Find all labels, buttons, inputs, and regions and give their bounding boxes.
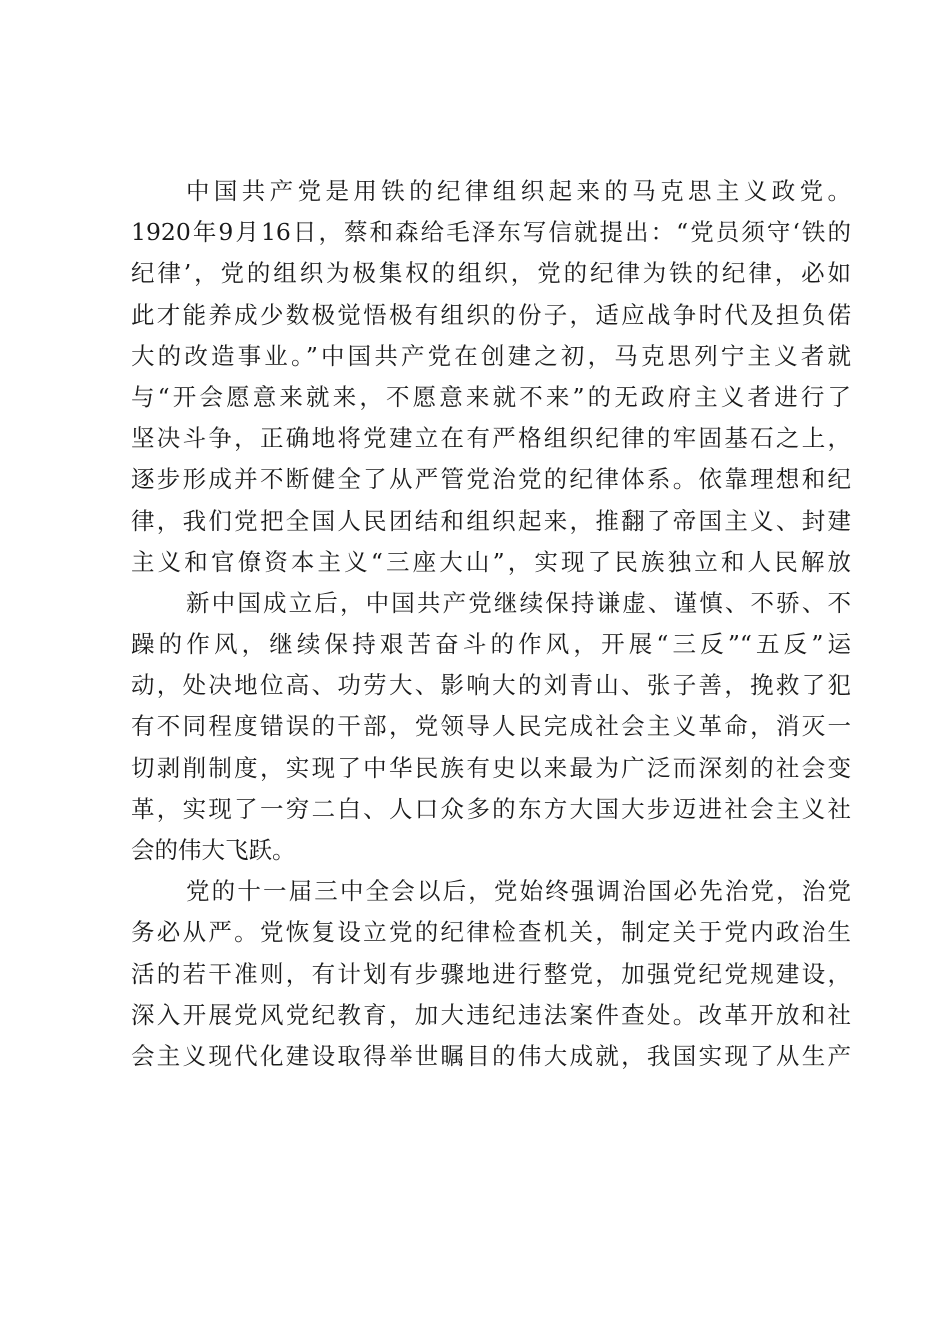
- paragraph-1-line-1: 中国共产党是用铁的纪律组织起来的马克思主义政党。: [186, 177, 851, 205]
- paragraph-3-line-1: 党的十一届三中全会以后，党始终强调治国必先治党，治党: [186, 877, 851, 906]
- paragraph-2-line-2: 躁的作风，继续保持艰苦奋斗的作风，开展“三反”“五反”运: [131, 630, 851, 659]
- paragraph-3-line-5: 会主义现代化建设取得举世瞩目的伟大成就，我国实现了从生产: [131, 1041, 851, 1070]
- paragraph-2-line-6: 革，实现了一穷二白、人口众多的东方大国大步迈进社会主义社: [131, 794, 851, 823]
- paragraph-2-line-1: 新中国成立后，中国共产党继续保持谦虚、谨慎、不骄、不: [186, 588, 851, 617]
- paragraph-2-line-4: 有不同程度错误的干部，党领导人民完成社会主义革命，消灭一: [131, 712, 851, 741]
- paragraph-1-line-5: 大的改造事业。”中国共产党在创建之初，马克思列宁主义者就: [131, 341, 851, 370]
- paragraph-1-line-8: 逐步形成并不断健全了从严管党治党的纪律体系。依靠理想和纪: [131, 465, 851, 494]
- paragraph-2-line-3: 动，处决地位高、功劳大、影响大的刘青山、张子善，挽救了犯: [131, 671, 851, 700]
- paragraph-1-line-3: 纪律’，党的组织为极集权的组织，党的纪律为铁的纪律，必如: [131, 259, 851, 288]
- body-text: [131, 171, 851, 1077]
- paragraph-3-line-3: 活的若干准则，有计划有步骤地进行整党，加强党纪党规建设，: [131, 959, 851, 988]
- paragraph-1-line-10: 主义和官僚资本主义“三座大山”，实现了民族独立和人民解放: [131, 547, 851, 576]
- paragraph-3-line-2: 务必从严。党恢复设立党的纪律检查机关，制定关于党内政治生: [131, 918, 851, 947]
- paragraph-2-line-5: 切剥削制度，实现了中华民族有史以来最为广泛而深刻的社会变: [131, 753, 851, 782]
- paragraph-1-line-7: 坚决斗争，正确地将党建立在有严格组织纪律的牢固基石之上，: [131, 424, 851, 453]
- paragraph-1-line-4: 此才能养成少数极觉悟极有组织的份子，适应战争时代及担负偌: [131, 300, 851, 329]
- paragraph-2-line-7: 会的伟大飞跃。: [131, 836, 296, 864]
- paragraph-3-line-4: 深入开展党风党纪教育，加大违纪违法案件查处。改革开放和社: [131, 1000, 851, 1029]
- paragraph-1-line-6: 与“开会愿意来就来，不愿意来就不来”的无政府主义者进行了: [131, 382, 851, 411]
- paragraph-1-line-9: 律，我们党把全国人民团结和组织起来，推翻了帝国主义、封建: [131, 506, 851, 535]
- paragraph-1-line-2: 1920年9月16日，蔡和森给毛泽东写信就提出：“党员须守‘铁的: [131, 218, 851, 247]
